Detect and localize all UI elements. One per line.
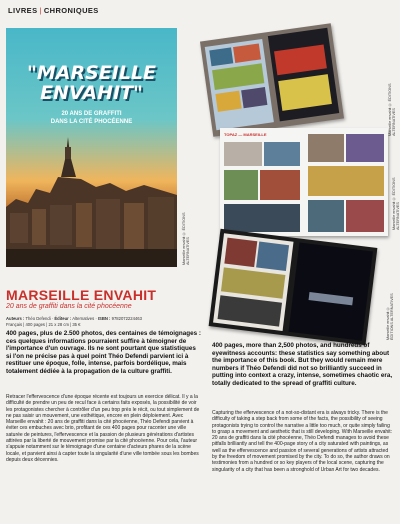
- section-label: LIVRES: [8, 6, 38, 15]
- book-cover-image: [6, 28, 177, 267]
- meta-authors-label: Auteurs :: [6, 316, 25, 321]
- lead-paragraph-fr: 400 pages, plus de 2.500 photos, des centaines de témoignages : ces quelques informations pourraient suffire à témoigner de l'importance d'un ouvrage. Ils ne sont pourtant que statistiques si l'on ne précise pas à quel point Théo Defendi parvient ici à restituer une époque, folle, intense, parfois bordélique, mais totalement dédiée à la propagation de la culture graffiti.: [6, 330, 201, 375]
- book-spread-photo-2: [220, 128, 388, 236]
- article-title: MARSEILLE ENVAHIT: [6, 287, 157, 303]
- body-paragraph-en: Capturing the effervescence of a not-so-distant era is always tricky. There is the difficulty of taking a step back from some of the facts, the possibility of seeing protagonists trying to control the narrative a little too much, or quite simply failing to grasp a movement and aesthetic that is still developing. With Marseille envahit: 20 ans de graffiti dans la cité phocéenne, Théo Defendi manages to avoid these pitfalls brilliantly and tell the 400-page story of a city saturated with paintings, as well as the effervescence and passion of several generations of artists attracted by the freedom of movement promised by the city. To do so, the author draws on testimonies from a hundred or so key players of the local scene, capturing the singularity of a city that has been a stronghold of Urban Art for two decades.: [212, 410, 393, 473]
- body-paragraph-fr: Retracer l'effervescence d'une époque récente est toujours un exercice délicat. Il y a la difficulté de prendre un peu de recul face à certains faits exposés, la possibilité de voir les protagonistes chercher à contrôler d'un peu trop près le récit, ou tout simplement de ne pas saisir un mouvement, une esthétique, encore en plein déploiement. Avec Marseille envahit : 20 ans de graffiti dans la cité phocéenne, Théo Defendi parvient à éviter ces embuches avec brio, profitant de ces 400 pages pour raconter une ville saturée de peintures, l'effervescence et la passion de plusieurs générations d'artistes attirées par la liberté de mouvement promise par la cité phocéenne. Pour cela, l'auteur s'appuie notamment sur le témoignage d'une centaine d'acteurs phares de la scène locale, et parvient ainsi à capter toute la singularité d'une ville tombée sous les bombes depuis deux décennies.: [6, 394, 200, 463]
- book-spread-photo-3: [209, 229, 378, 346]
- meta-isbn-label: ISBN :: [97, 316, 111, 321]
- meta-isbn: 9782072224463: [111, 316, 142, 321]
- meta-format: Français | 400 pages | 21 x 28 cm | 35 €: [6, 321, 81, 327]
- book-spread-photo-1: [200, 23, 344, 136]
- subsection-label: CHRONIQUES: [43, 6, 99, 15]
- meta-editor-label: Éditeur :: [54, 316, 72, 321]
- spread3-credit: Marseille envahit © ÉDITIONS ALTERNATIVES: [386, 293, 394, 340]
- meta-authors: Théo Defendi ·: [25, 316, 54, 321]
- lead-paragraph-en: 400 pages, more than 2,500 photos, and hundreds of eyewitness accounts: these statistics say something about the importance of this book. But they would remain mere numbers if Théo Defendi did not so brilliantly succeed in putting into context a crazy, intense, sometimes chaotic era, totally dedicated to the spread of graffiti culture.: [212, 342, 393, 387]
- cover-subtitle-line2: DANS LA CITÉ PHOCÉENNE: [50, 119, 133, 125]
- book-metadata: [6, 316, 202, 328]
- article-subtitle: 20 ans de graffiti dans la cité phocéenne: [6, 303, 132, 310]
- cover-photo-credit: Marseille envahit © ÉDITIONS ALTERNATIVES: [182, 212, 190, 265]
- spread2-credit: Marseille envahit © ÉDITIONS ALTERNATIVES: [392, 177, 400, 230]
- city-skyline-illustration: [6, 117, 177, 267]
- cover-title: "MARSEILLE ENVAHIT": [26, 62, 157, 104]
- section-separator: |: [39, 6, 42, 15]
- cover-subtitle-line1: 20 ANS DE GRAFFITI: [61, 111, 122, 117]
- meta-editor: Alternatives ·: [72, 316, 97, 321]
- spread1-credit: Marseille envahit © ÉDITIONS ALTERNATIVES: [388, 83, 396, 136]
- section-header: [8, 6, 99, 15]
- spread2-caption: TOPAZ — MARSEILLE: [224, 132, 267, 137]
